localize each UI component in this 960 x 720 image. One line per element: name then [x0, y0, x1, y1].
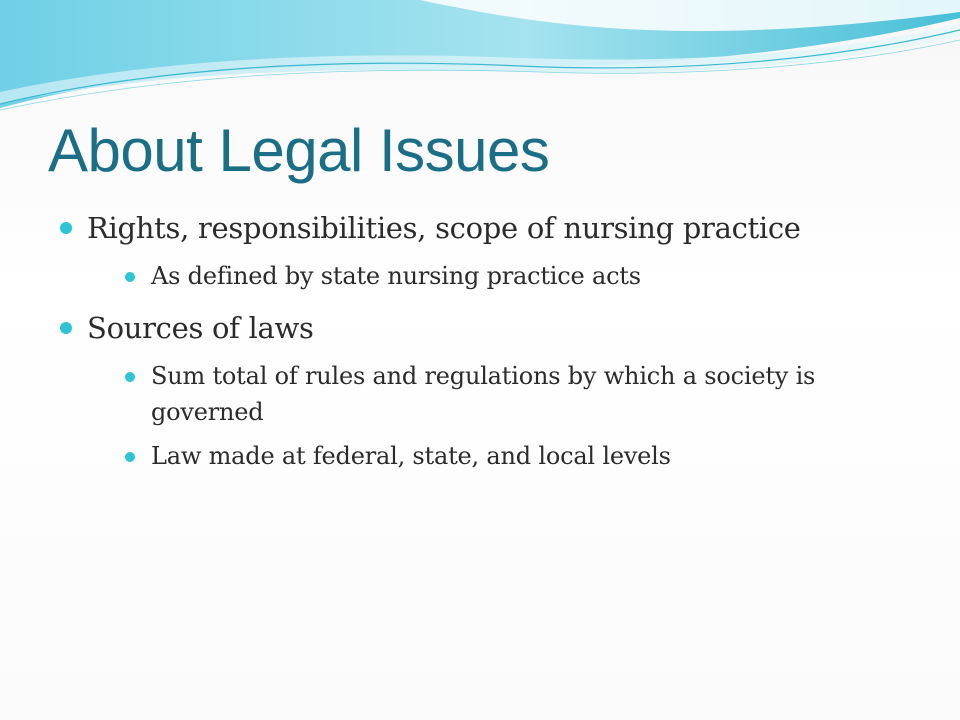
- bullet-icon: [125, 452, 135, 462]
- bullet-icon: [125, 272, 135, 282]
- bullet-icon: [125, 372, 135, 382]
- sub-bullet-item: [125, 258, 920, 294]
- bullet-item: [60, 208, 920, 294]
- sub-bullet-list: [87, 358, 920, 474]
- bullet-icon: [60, 322, 72, 334]
- sub-bullet-text: As defined by state nursing practice acts: [151, 262, 641, 290]
- bullet-item: [60, 308, 920, 474]
- bullet-list: [60, 208, 920, 488]
- sub-bullet-text: Sum total of rules and regulations by which a society is governed: [151, 362, 816, 426]
- sub-bullet-item: [125, 358, 920, 430]
- bullet-text: Rights, responsibilities, scope of nursing practice: [87, 211, 801, 245]
- slide-title: About Legal Issues: [48, 117, 550, 184]
- bullet-text: Sources of laws: [87, 311, 314, 345]
- sub-bullet-list: [87, 258, 920, 294]
- sub-bullet-item: [125, 438, 920, 474]
- bullet-icon: [60, 222, 72, 234]
- sub-bullet-text: Law made at federal, state, and local levels: [151, 442, 671, 470]
- wave-banner: [0, 0, 960, 120]
